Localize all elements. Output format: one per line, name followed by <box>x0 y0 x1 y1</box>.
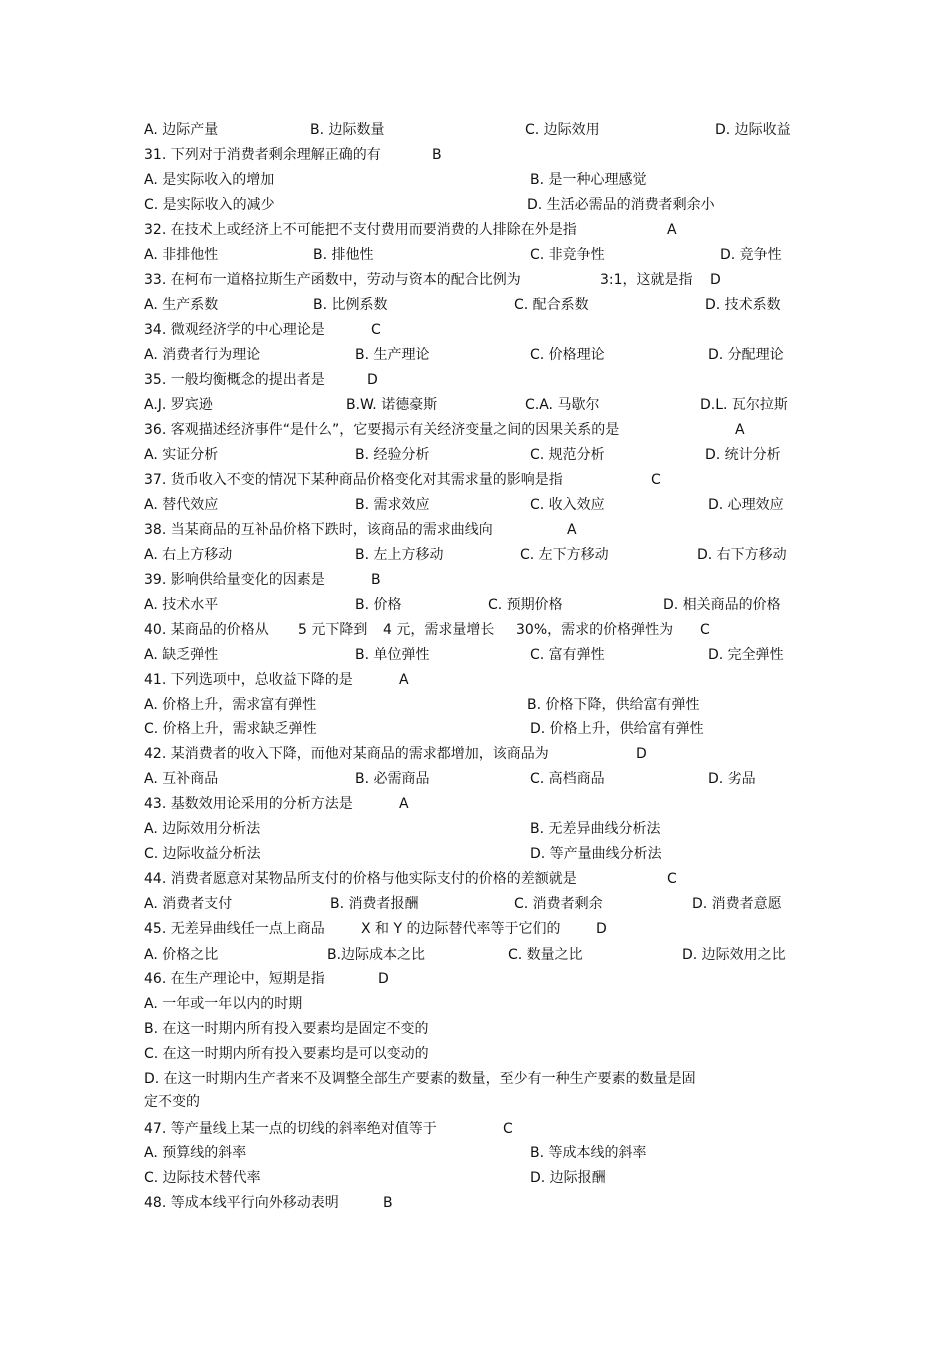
q40-question-part-3: 4 元，需求量增长 <box>383 622 495 638</box>
q32-options-part-1: A. 非排他性 <box>144 247 219 263</box>
q45-question-part-2: X 和 Y 的边际替代率等于它们的 <box>361 921 561 937</box>
q33-options-part-2: B. 比例系数 <box>313 297 388 313</box>
q34-options-part-4: D. 分配理论 <box>708 347 784 363</box>
q43-question-part-2: A <box>399 796 409 812</box>
q41-options-2-part-2: D. 价格上升，供给富有弹性 <box>530 721 704 737</box>
q42-question-part-1: 42. 某消费者的收入下降，而他对某商品的需求都增加，该商品为 <box>144 746 549 762</box>
q30-options-part-3: C. 边际效用 <box>525 122 600 138</box>
q31-options-2-part-2: D. 生活必需品的消费者剩余小 <box>527 197 715 213</box>
q46-option-d-1-part-1: D. 在这一时期内生产者来不及调整全部生产要素的数量，至少有一种生产要素的数量是固 <box>144 1071 696 1087</box>
q37-options-part-4: D. 心理效应 <box>708 497 784 513</box>
q42-options-part-2: B. 必需商品 <box>355 771 430 787</box>
q37-question-part-1: 37. 货币收入不变的情况下某种商品价格变化对其需求量的影响是指 <box>144 472 563 488</box>
q36-options-part-2: B. 经验分析 <box>355 447 430 463</box>
q46-option-c-part-1: C. 在这一时期内所有投入要素均是可以变动的 <box>144 1046 429 1062</box>
q39-options-part-1: A. 技术水平 <box>144 597 219 613</box>
q43-options-2-part-2: D. 等产量曲线分析法 <box>530 846 662 862</box>
q33-options-part-1: A. 生产系数 <box>144 297 219 313</box>
q40-question-part-5: C <box>700 622 710 638</box>
q35-options-part-2: B.W. 诺德豪斯 <box>346 397 438 413</box>
q36-options-part-4: D. 统计分析 <box>705 447 781 463</box>
q47-options-2-part-2: D. 边际报酬 <box>530 1170 606 1186</box>
q44-question-part-1: 44. 消费者愿意对某物品所支付的价格与他实际支付的价格的差额就是 <box>144 871 577 887</box>
q34-options-part-3: C. 价格理论 <box>530 347 605 363</box>
q41-options-1-part-2: B. 价格下降，供给富有弹性 <box>527 697 700 713</box>
q31-question-part-2: B <box>432 147 442 163</box>
q40-options-part-1: A. 缺乏弹性 <box>144 647 219 663</box>
q43-options-1-part-1: A. 边际效用分析法 <box>144 821 261 837</box>
q35-question-part-2: D <box>367 372 378 388</box>
q38-options-part-1: A. 右上方移动 <box>144 547 233 563</box>
q32-options-part-3: C. 非竞争性 <box>530 247 605 263</box>
q35-options-part-1: A.J. 罗宾逊 <box>144 397 213 413</box>
q42-options-part-4: D. 劣品 <box>708 771 756 787</box>
q31-options-2-part-1: C. 是实际收入的减少 <box>144 197 275 213</box>
q32-options-part-2: B. 排他性 <box>313 247 374 263</box>
q41-options-1-part-1: A. 价格上升，需求富有弹性 <box>144 697 317 713</box>
q34-options-part-1: A. 消费者行为理论 <box>144 347 261 363</box>
q32-question-part-2: A <box>667 222 677 238</box>
q42-question-part-2: D <box>636 746 647 762</box>
q32-question-part-1: 32. 在技术上或经济上不可能把不支付费用而要消费的人排除在外是指 <box>144 222 577 238</box>
q40-options-part-4: D. 完全弹性 <box>708 647 784 663</box>
q42-options-part-3: C. 高档商品 <box>530 771 605 787</box>
q38-options-part-3: C. 左下方移动 <box>520 547 609 563</box>
q35-question-part-1: 35. 一般均衡概念的提出者是 <box>144 372 325 388</box>
q34-options-part-2: B. 生产理论 <box>355 347 430 363</box>
q37-question-part-2: C <box>651 472 661 488</box>
q45-question-part-1: 45. 无差异曲线任一点上商品 <box>144 921 325 937</box>
q46-option-d-2-part-1: 定不变的 <box>144 1094 200 1110</box>
q30-options-part-1: A. 边际产量 <box>144 122 219 138</box>
q44-options-part-1: A. 消费者支付 <box>144 896 233 912</box>
q46-question-part-2: D <box>378 971 389 987</box>
q31-options-1-part-1: A. 是实际收入的增加 <box>144 172 275 188</box>
q38-question-part-1: 38. 当某商品的互补品价格下跌时，该商品的需求曲线向 <box>144 522 493 538</box>
q42-options-part-1: A. 互补商品 <box>144 771 219 787</box>
q46-option-a-part-1: A. 一年或一年以内的时期 <box>144 996 303 1012</box>
q45-options-part-4: D. 边际效用之比 <box>682 947 786 963</box>
q40-question-part-1: 40. 某商品的价格从 <box>144 622 269 638</box>
q45-options-part-2: B.边际成本之比 <box>327 947 426 963</box>
q47-options-1-part-2: B. 等成本线的斜率 <box>530 1145 647 1161</box>
q43-options-1-part-2: B. 无差异曲线分析法 <box>530 821 661 837</box>
q34-question-part-1: 34. 微观经济学的中心理论是 <box>144 322 325 338</box>
q39-options-part-4: D. 相关商品的价格 <box>663 597 781 613</box>
q35-options-part-4: D.L. 瓦尔拉斯 <box>700 397 788 413</box>
q33-options-part-4: D. 技术系数 <box>705 297 781 313</box>
q41-options-2-part-1: C. 价格上升，需求缺乏弹性 <box>144 721 317 737</box>
q36-question-part-1: 36. 客观描述经济事件“是什么”，它要揭示有关经济变量之间的因果关系的是 <box>144 422 620 438</box>
q44-question-part-2: C <box>667 871 677 887</box>
q43-question-part-1: 43. 基数效用论采用的分析方法是 <box>144 796 353 812</box>
q39-question-part-2: B <box>371 572 381 588</box>
q47-options-1-part-1: A. 预算线的斜率 <box>144 1145 247 1161</box>
q47-options-2-part-1: C. 边际技术替代率 <box>144 1170 261 1186</box>
q46-option-b-part-1: B. 在这一时期内所有投入要素均是固定不变的 <box>144 1021 429 1037</box>
q47-question-part-2: C <box>503 1121 513 1137</box>
q34-question-part-2: C <box>371 322 381 338</box>
q38-question-part-2: A <box>567 522 577 538</box>
q45-options-part-3: C. 数量之比 <box>508 947 583 963</box>
q33-options-part-3: C. 配合系数 <box>514 297 589 313</box>
q35-options-part-3: C.A. 马歇尔 <box>525 397 600 413</box>
q45-options-part-1: A. 价格之比 <box>144 947 219 963</box>
q41-question-part-2: A <box>399 672 409 688</box>
q40-question-part-2: 5 元下降到 <box>298 622 368 638</box>
q33-question-part-3: D <box>710 272 721 288</box>
q44-options-part-3: C. 消费者剩余 <box>514 896 603 912</box>
q37-options-part-2: B. 需求效应 <box>355 497 430 513</box>
q43-options-2-part-1: C. 边际收益分析法 <box>144 846 261 862</box>
q45-question-part-3: D <box>596 921 607 937</box>
q40-question-part-4: 30%，需求的价格弹性为 <box>516 622 674 638</box>
q48-question-part-2: B <box>383 1195 393 1211</box>
q36-question-part-2: A <box>735 422 745 438</box>
q36-options-part-3: C. 规范分析 <box>530 447 605 463</box>
q33-question-part-2: 3:1，这就是指 <box>600 272 693 288</box>
q30-options-part-2: B. 边际数量 <box>310 122 385 138</box>
q39-options-part-3: C. 预期价格 <box>488 597 563 613</box>
q48-question-part-1: 48. 等成本线平行向外移动表明 <box>144 1195 339 1211</box>
q38-options-part-4: D. 右下方移动 <box>697 547 787 563</box>
q39-options-part-2: B. 价格 <box>355 597 402 613</box>
q44-options-part-4: D. 消费者意愿 <box>692 896 782 912</box>
q40-options-part-3: C. 富有弹性 <box>530 647 605 663</box>
q32-options-part-4: D. 竞争性 <box>720 247 782 263</box>
q47-question-part-1: 47. 等产量线上某一点的切线的斜率绝对值等于 <box>144 1121 437 1137</box>
q37-options-part-3: C. 收入效应 <box>530 497 605 513</box>
q37-options-part-1: A. 替代效应 <box>144 497 219 513</box>
q38-options-part-2: B. 左上方移动 <box>355 547 444 563</box>
q33-question-part-1: 33. 在柯布一道格拉斯生产函数中，劳动与资本的配合比例为 <box>144 272 521 288</box>
q31-question-part-1: 31. 下列对于消费者剩余理解正确的有 <box>144 147 381 163</box>
q46-question-part-1: 46. 在生产理论中，短期是指 <box>144 971 325 987</box>
q30-options-part-4: D. 边际收益 <box>715 122 791 138</box>
q40-options-part-2: B. 单位弹性 <box>355 647 430 663</box>
q44-options-part-2: B. 消费者报酬 <box>330 896 419 912</box>
q36-options-part-1: A. 实证分析 <box>144 447 219 463</box>
q31-options-1-part-2: B. 是一种心理感觉 <box>530 172 647 188</box>
q41-question-part-1: 41. 下列选项中，总收益下降的是 <box>144 672 353 688</box>
q39-question-part-1: 39. 影响供给量变化的因素是 <box>144 572 325 588</box>
